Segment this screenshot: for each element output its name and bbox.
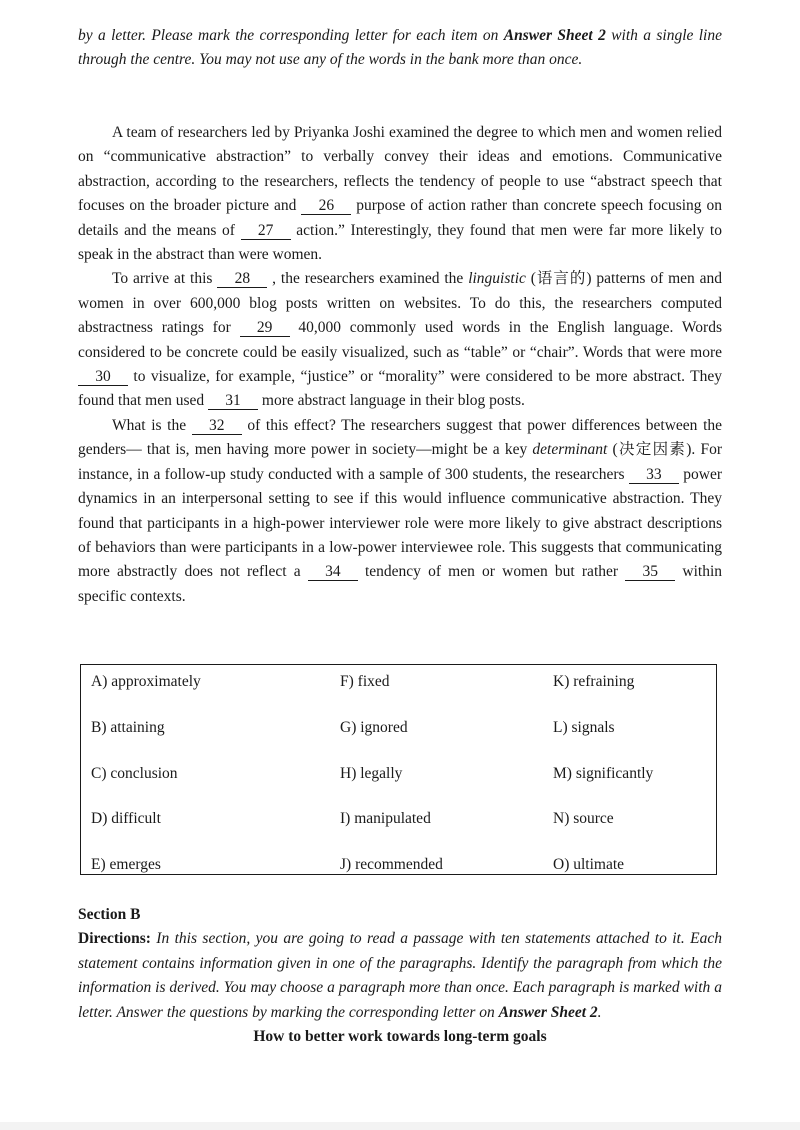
passage-text: within specific contexts.: [78, 563, 723, 605]
word-option: B) attaining: [91, 718, 165, 736]
directions-label: Directions:: [78, 930, 151, 948]
blank-33: 33: [629, 466, 679, 484]
directions-text-before: by a letter. Please mark the corresponding letter for each item on: [78, 27, 504, 44]
passage-text: (决定因素). For instance, in a follow-up study conducted with a sample of 300 students, the researchers: [78, 441, 722, 483]
word-option: G) ignored: [340, 718, 408, 736]
word-bank-row: [81, 665, 716, 711]
term-linguistic: linguistic: [468, 270, 526, 288]
passage-text: To arrive at this: [112, 270, 218, 288]
page-bottom-edge: [0, 1122, 800, 1130]
cloze-passage: [78, 121, 722, 609]
word-option: M) significantly: [553, 764, 654, 782]
word-option: K) refraining: [553, 673, 635, 690]
term-determinant: determinant: [532, 441, 608, 459]
directions-end: .: [597, 1003, 602, 1021]
word-bank-row: [81, 802, 716, 848]
word-option: H) legally: [340, 764, 403, 782]
passage-text: to visualize, for example, “justice” or “morality” were considered to be more abstract. They found that men used: [78, 368, 722, 410]
passage-text: 40,000 commonly used words in the English language. Words considered to be concrete could be easily visualized, such as “table” or “chair”. Words that were more: [78, 319, 722, 361]
blank-31: 31: [208, 392, 258, 410]
word-bank-row: [81, 757, 716, 803]
word-option: O) ultimate: [553, 856, 625, 874]
section-a-directions-continued: [78, 24, 722, 72]
blank-34: 34: [308, 563, 358, 581]
blank-35: 35: [625, 563, 675, 581]
blank-28: 28: [217, 270, 267, 288]
chinese-gloss: (语言的): [525, 270, 597, 288]
word-bank: [80, 664, 717, 875]
passage-text: power dynamics in an interpersonal setting to see if this would influence communicative abstraction. They found that participants in a high-power interviewer role were more likely to give abstract descriptions of behaviors than were participants in a low-power interviewee role. This suggests that communicating more abstractly does not reflect a: [78, 465, 722, 581]
passage-text: , the researchers examined the: [267, 270, 469, 288]
word-option: J) recommended: [340, 856, 443, 874]
passage-text: What is the: [112, 416, 192, 434]
passage-text: of this effect? The researchers suggest that power differences between the genders— that is, men having more power in society—might be a key: [78, 416, 723, 459]
paragraph-2: [78, 267, 722, 413]
section-b-title: Section B: [78, 906, 141, 923]
answer-sheet-ref: Answer Sheet 2: [498, 1003, 598, 1021]
word-bank-row: [81, 711, 716, 757]
paragraph-1: [78, 121, 722, 267]
blank-27: 27: [241, 222, 291, 240]
word-bank-row: [81, 848, 716, 894]
blank-32: 32: [192, 417, 242, 435]
word-option: L) signals: [553, 718, 615, 736]
passage-text: more abstract language in their blog posts.: [258, 392, 525, 410]
directions-text: In this section, you are going to read a passage with ten statements attached to it. Each statement contains information given in one of the paragraphs. Identify the paragraph from which the information is derived. You may choose a paragraph more than once. Each paragraph is marked with a letter. Answer the questions by marking the corresponding letter on: [78, 930, 722, 1021]
answer-sheet-ref: Answer Sheet 2: [503, 27, 606, 44]
word-option: E) emerges: [91, 856, 161, 874]
blank-29: 29: [240, 319, 290, 337]
passage-text: action.” Interestingly, they found that men were far more likely to speak in the abstract than were women.: [78, 221, 722, 264]
word-option: A) approximately: [91, 673, 201, 690]
section-b: [78, 903, 722, 1049]
word-option: N) source: [553, 810, 614, 828]
blank-30: 30: [78, 368, 128, 386]
passage-text: tendency of men or women but rather: [357, 563, 626, 581]
article-title: How to better work towards long-term goals: [253, 1028, 547, 1046]
blank-26: 26: [301, 197, 351, 215]
directions-text-after: with a single line through the centre. You may not use any of the words in the bank more than once.: [78, 27, 722, 68]
section-b-directions: [78, 927, 722, 1025]
word-option: I) manipulated: [340, 810, 431, 828]
passage-text: A team of researchers led by Priyanka Joshi examined the degree to which men and women relied on “communicative abstraction” to verbally convey their ideas and emotions. Communicative abstraction, according to the researchers, reflects the tendency of people to use “abstract speech that focuses on the broader picture and: [78, 124, 722, 215]
passage-text: purpose of action rather than concrete speech focusing on details and the means of: [78, 197, 722, 239]
passage-text: patterns of men and women in over 600,000 blog posts written on websites. To do this, the researchers computed abstractness ratings for: [78, 270, 723, 337]
paragraph-3: [78, 414, 722, 609]
word-option: C) conclusion: [91, 764, 178, 782]
word-option: F) fixed: [340, 673, 390, 690]
word-option: D) difficult: [91, 810, 161, 828]
